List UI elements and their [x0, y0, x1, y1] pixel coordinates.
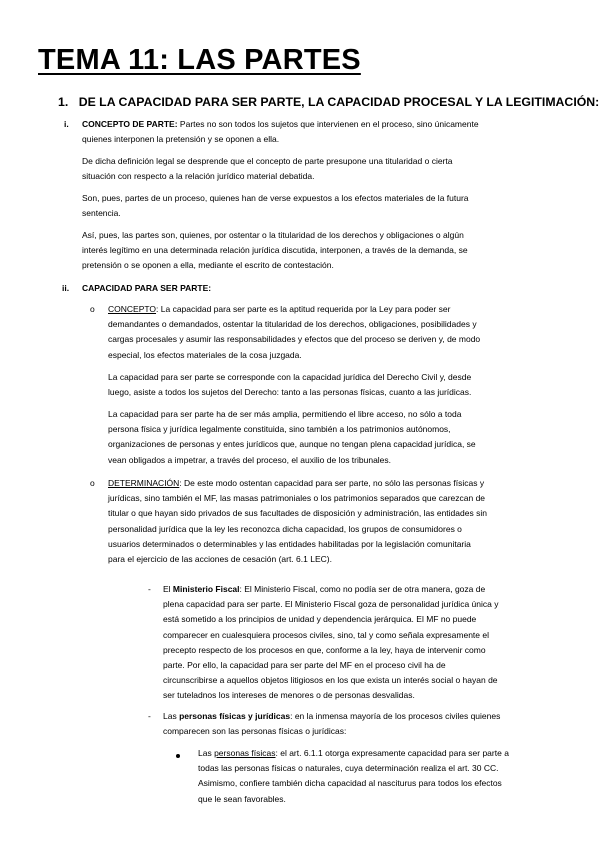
dash-bullet-icon: - — [148, 711, 151, 721]
text-line: La capacidad para ser parte se corresponde con la capacidad jurídica del Derecho Civil y, desde — [108, 372, 472, 382]
paragraph — [108, 370, 471, 400]
text-line: Son, pues, partes de un proceso, quienes han de verse expuestos a los efectos materiales de la futura — [82, 193, 469, 203]
text-line: Asimismo, confiere también dicha capacidad al nasciturus para todos los efectos — [198, 778, 502, 789]
text-line: persona física y jurídica legalmente constituida, sino también a los patrimonios autónomos, — [108, 424, 451, 435]
text-line: especial, los efectos materiales de la cosa juzgada. — [108, 349, 302, 360]
text-line: luego, asiste a todos los sujetos del Derecho: tanto a las personas físicas, cuanto a las jurídicas. — [108, 387, 472, 398]
text-line: todas las personas físicas o naturales, cuya determinación realiza el art. 30 CC. — [198, 763, 499, 774]
personas-fisicas-label: personas físicas — [214, 748, 276, 758]
text-line: : en la inmensa mayoría de los procesos civiles quienes — [290, 711, 501, 721]
determinacion-block — [108, 476, 487, 567]
paragraph — [108, 407, 476, 468]
item-marker-i: i. — [64, 119, 69, 129]
text-line: De dicha definición legal se desprende que el concepto de parte presupone una titularidad o cierta — [82, 156, 453, 166]
bullet-icon — [176, 754, 180, 758]
page-title: TEMA 11: LAS PARTES — [38, 44, 361, 76]
personas-label: personas físicas y jurídicas — [179, 711, 291, 721]
text-line: que le sean favorables. — [198, 793, 286, 804]
text-line: personalidad jurídica que la ley les reconozca dicha capacidad, los grupos de consumidores o — [108, 523, 462, 534]
section-heading — [58, 95, 599, 109]
section-number: 1. — [58, 95, 69, 109]
text-line: comparecen son las personas físicas o jurídicas: — [163, 726, 347, 737]
text-line: : el art. 6.1.1 otorga expresamente capacidad para ser parte a — [275, 748, 509, 758]
concepto-de-parte-block — [82, 117, 479, 147]
text-line: situación con respecto a la relación jurídico material debatida. — [82, 171, 315, 182]
circle-bullet-icon: o — [90, 478, 95, 488]
text-line: La capacidad para ser parte ha de ser más amplia, permitiendo el libre acceso, no sólo a toda — [108, 409, 462, 419]
text-line: pretensión o se oponen a ella, mediante el escrito de contestación. — [82, 260, 334, 271]
text-line: jurídicas, sino también el MF, las masas patrimoniales o los patrimonios separados que carezcan de — [108, 493, 486, 504]
text-line: organizaciones de personas y entes jurídicos que, aunque no tengan plena capacidad jurídica, se — [108, 439, 476, 450]
text-line: sentencia. — [82, 208, 121, 219]
text-line: usuarios determinados o determinables y las entidades habilitadas por la legislación comunitaria — [108, 538, 471, 549]
text-line: plena capacidad para ser parte. El Ministerio Fiscal goza de personalidad jurídica única y — [163, 599, 499, 610]
dash-bullet-icon: - — [148, 584, 151, 594]
determinacion-label: DETERMINACIÓN — [108, 478, 180, 488]
ministerio-fiscal-label: Ministerio Fiscal — [172, 584, 240, 594]
text-line: titular o que hayan sido privados de sus facultades de disposición y administración, las entidades sin — [108, 508, 487, 519]
text-line: : La capacidad para ser parte es la aptitud requerida por la Ley para poder ser — [156, 304, 451, 314]
text-line: precepto respecto de los procesos en que, conforme a la ley, haya de intervenir como — [163, 644, 486, 655]
circle-bullet-icon: o — [90, 304, 95, 314]
text-line: : De este modo ostentan capacidad para ser parte, no sólo las personas físicas y — [179, 478, 485, 488]
concepto-block — [108, 302, 480, 363]
text-line: para el ejercicio de las acciones de cesación (art. 6.1 LEC). — [108, 553, 332, 564]
text-line: vean obligados a impetrar, a través del proceso, el auxilio de los tribunales. — [108, 454, 392, 465]
concepto-de-parte-label: CONCEPTO DE PARTE: — [82, 119, 178, 129]
mf-prefix: El — [163, 584, 173, 594]
text-line: interés legítimo en una determinada relación jurídica discutida, interponen, a través de la demanda, se — [82, 245, 468, 256]
paragraph — [82, 191, 469, 221]
text-line: parte. Por ello, la capacidad para ser parte del MF en el proceso civil ha de — [163, 659, 446, 670]
text-line: demandantes o demandados, ostentar la titularidad de los derechos, obligaciones, posibilidades y — [108, 319, 477, 330]
concepto-label: CONCEPTO — [108, 304, 157, 314]
section-heading-text: DE LA CAPACIDAD PARA SER PARTE, LA CAPACIDAD PROCESAL Y LA LEGITIMACIÓN: — [78, 95, 599, 109]
text-line: cargas procesales y asumir las responsabilidades y efectos que del proceso se deriven y, de modo — [108, 334, 481, 345]
text-line: : El Ministerio Fiscal, como no podía ser de otra manera, goza de — [239, 584, 486, 594]
text-line: comparecer en cualesquiera procesos civiles, sino, tal y como señala expresamente el — [163, 629, 489, 640]
item-marker-ii: ii. — [62, 283, 70, 293]
text-line: circunscribirse a aquellos objetos litigiosos en los que exista un interés social o hayan de — [163, 675, 498, 686]
ministerio-fiscal-block — [163, 582, 498, 704]
personas-fisicas-block — [198, 746, 509, 807]
personas-block — [163, 709, 500, 739]
text-line: quienes interponen la pretensión y se oponen a ella. — [82, 134, 280, 145]
paragraph — [82, 154, 452, 184]
concepto-de-parte-text: Partes no son todos los sujetos que intervienen en el proceso, sino únicamente — [177, 119, 479, 129]
capacidad-heading: CAPACIDAD PARA SER PARTE: — [82, 283, 212, 293]
text-line: Así, pues, las partes son, quienes, por ostentar o la titularidad de los derechos y obligaciones o algún — [82, 230, 464, 240]
text-line: está sometido a los principios de unidad y dependencia jerárquica. El MF no puede — [163, 614, 477, 625]
text-line: ser tuteladnos los intereses de menores o de personas desvalidas. — [163, 690, 415, 701]
personas-prefix: Las — [163, 711, 180, 721]
paragraph — [82, 228, 468, 274]
fisicas-prefix: Las — [198, 748, 215, 758]
